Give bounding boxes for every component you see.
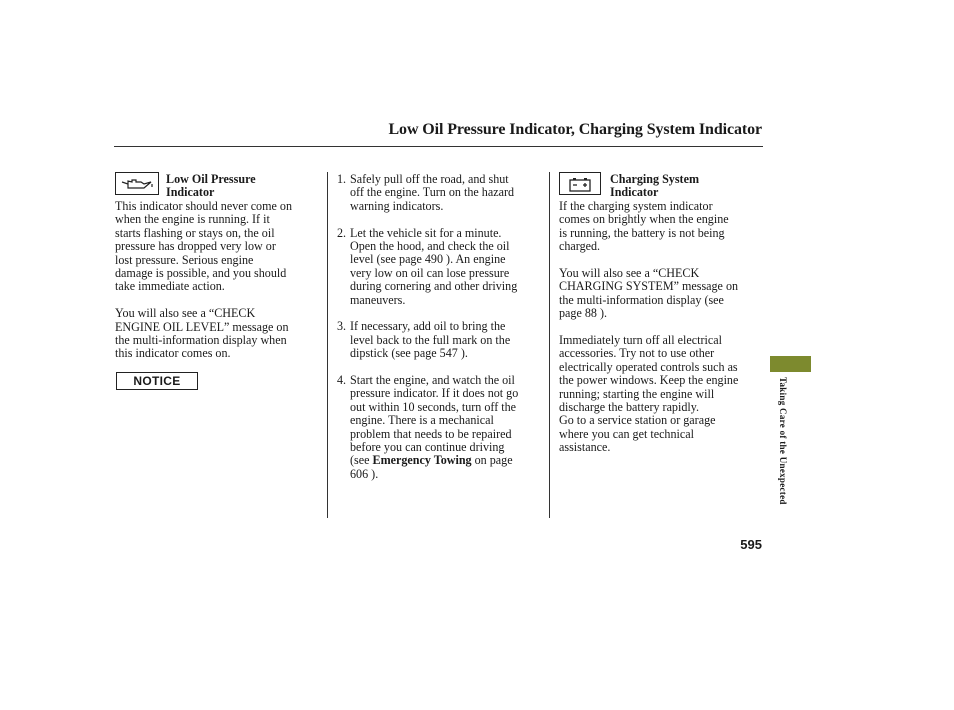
section-tab-label: Taking Care of the Unexpected [778,377,788,505]
battery-icon [568,176,592,192]
oil-pressure-icon-box [115,172,159,195]
column-divider-left [327,172,328,518]
charging-heading-line1: Charging System [610,172,700,186]
charging-heading-line2: Indicator [610,185,659,200]
left-para1: This indicator should never come on when the engine is running. If it starts flashing or stays on, the oil pressure has dropped very low or lost pressure. Serious engine damage is possible, and you should take immediate action. [115,199,292,294]
section-tab [770,356,811,372]
page-title: Low Oil Pressure Indicator, Charging System Indicator [388,121,762,138]
low-oil-heading-line1: Low Oil Pressure [166,172,256,186]
step-2: 2. Let the vehicle sit for a minute. Open the hood, and check the oil level (see page 490 ). An engine very low on oil can lose pressure during cornering and other driving maneuvers. [337,225,518,307]
right-column-text [559,200,767,455]
title-rule [114,146,763,147]
step-1: 1. Safely pull off the road, and shut off the engine. Turn on the hazard warning indicators. [337,172,515,213]
middle-column-text [337,173,545,481]
step-3: 3. If necessary, add oil to bring the level back to the full mark on the dipstick (see page 547 ). [337,319,511,361]
emergency-towing-ref[interactable]: Emergency Towing [372,453,472,468]
charging-icon-box [559,172,601,195]
left-para2: You will also see a “CHECK ENGINE OIL LEVEL” message on the multi-information display when this indicator comes on. [115,306,289,361]
charging-heading [610,173,699,200]
notice-label: NOTICE [116,372,198,390]
left-column-text [115,200,323,361]
right-para2: You will also see a “CHECK CHARGING SYSTEM” message on the multi-information display (see page 88 ). [559,266,739,321]
page-number: 595 [740,537,762,552]
low-oil-heading [166,173,256,200]
column-divider-right [549,172,550,518]
steps-list [337,173,545,481]
low-oil-heading-line2: Indicator [166,185,215,200]
right-para1: If the charging system indicator comes on brightly when the engine is running, the battery is not being charged. [559,199,729,254]
step-4: 4. Start the engine, and watch the oil pressure indicator. If it does not go out within 10 seconds, turn off the engine. There is a mechanical problem that needs to be repaired before you can continue driving (see Emergency Towing on page 606 ). [337,373,519,481]
oil-can-icon [119,176,155,192]
right-para3: Immediately turn off all electrical accessories. Try not to use other electrically operated controls such as the power windows. Keep the engine running; starting the engine will discharge the battery rapidly. Go to a service station or garage where you can get technical assistance. [559,333,739,455]
